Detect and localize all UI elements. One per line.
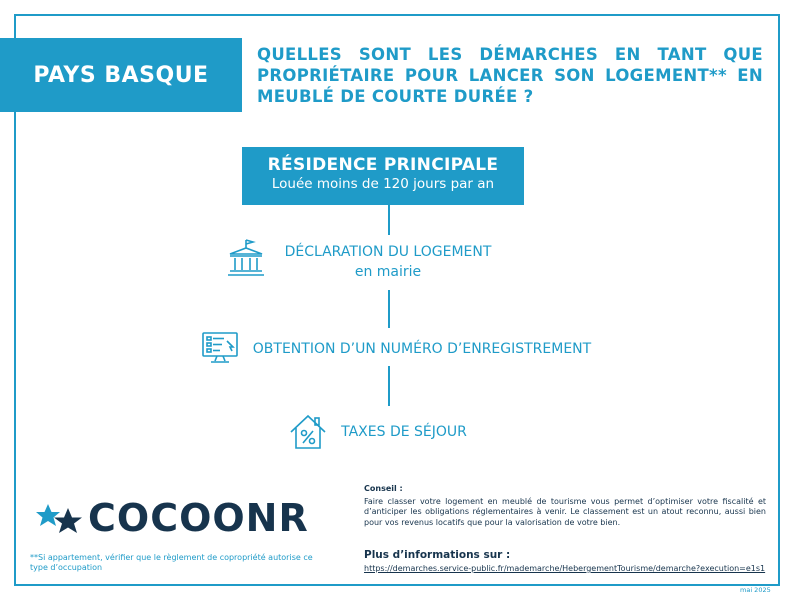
footnote: **Si appartement, vérifier que le règlement de copropriété autorise ce type d’occupation (30, 553, 313, 572)
step-taxes (334, 422, 474, 442)
connector-line (388, 366, 390, 406)
step-taxes-title: TAXES DE SÉJOUR (341, 424, 467, 440)
residence-box (242, 147, 524, 205)
advice-body: Faire classer votre logement en meublé de tourisme vous permet d’optimiser votre fiscalité et d’anticiper les obligations réglementaires à venir. Le classement est un atout reconnu, aussi bien pour vos revenus locatifs que pour la valorisation de votre bien. (364, 496, 766, 527)
step-registration (252, 339, 592, 359)
step-declaration-sub: en mairie (354, 264, 422, 280)
step-declaration (270, 242, 506, 282)
more-info-title: Plus d’informations sur : (364, 549, 511, 561)
town-hall-icon (226, 238, 266, 278)
advice-title: Conseil : (364, 484, 403, 493)
more-info-link[interactable]: https://demarches.service-public.fr/mademarche/HebergementTourisme/demarche?execution=e1s1 (364, 564, 766, 573)
house-percent-icon (288, 412, 328, 452)
region-banner (0, 38, 242, 112)
residence-subtitle: Louée moins de 120 jours par an (271, 176, 495, 192)
cocoonr-stars-icon (34, 500, 86, 540)
brand-logo: COCOONR (88, 496, 309, 540)
date-label: mai 2025 (740, 586, 771, 594)
advice-block (364, 484, 766, 528)
residence-title: RÉSIDENCE PRINCIPALE (267, 155, 499, 175)
step-registration-title: OBTENTION D’UN NUMÉRO D’ENREGISTREMENT (252, 341, 592, 357)
region-title: PAYS BASQUE (33, 62, 209, 88)
step-declaration-title: DÉCLARATION DU LOGEMENT (284, 244, 492, 260)
connector-line (388, 205, 390, 235)
main-question: QUELLES SONT LES DÉMARCHES EN TANT QUE PROPRIÉTAIRE POUR LANCER SON LOGEMENT** EN MEUBLÉ DE COURTE DURÉE ? (257, 45, 763, 106)
connector-line (388, 290, 390, 328)
online-form-icon (200, 330, 240, 366)
